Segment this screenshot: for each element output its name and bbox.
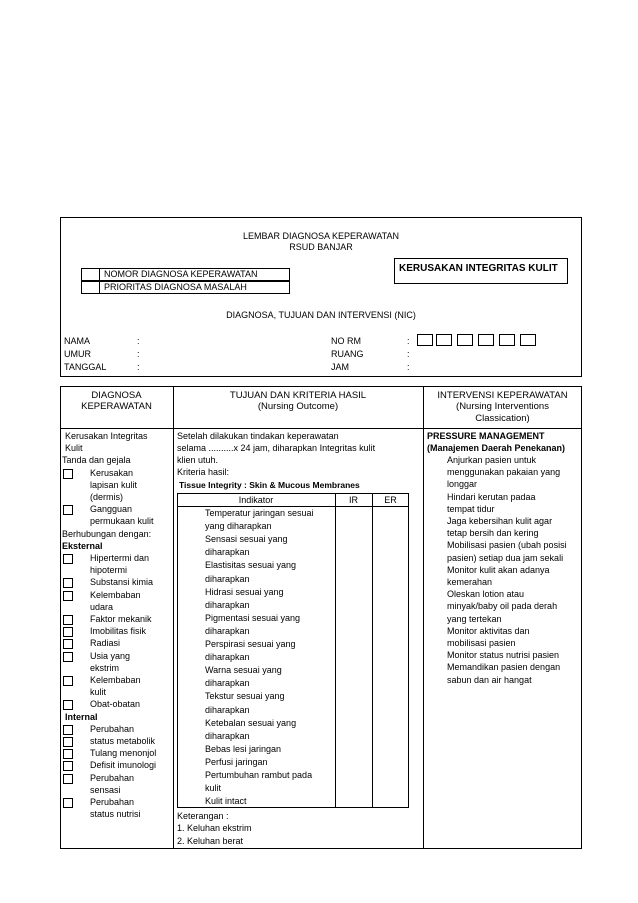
indicator-row: yang diharapkan	[205, 521, 272, 532]
ruang-colon: :	[407, 349, 410, 359]
eksternal-item: udara	[90, 601, 114, 612]
norm-digit-box[interactable]	[520, 334, 536, 346]
tanggal-colon: :	[137, 362, 140, 372]
norm-digit-box[interactable]	[457, 334, 473, 346]
internal-item: status nutrisi	[90, 809, 141, 820]
berhubungan-label: Berhubungan dengan:	[62, 528, 152, 539]
internal-item: Perubahan	[90, 797, 135, 807]
jam-colon: :	[407, 362, 410, 372]
intervensi-item: tetap bersih dan kering	[447, 528, 539, 539]
indicator-header-divider	[177, 506, 409, 507]
form-title: LEMBAR DIAGNOSA KEPERAWATAN RSUD BANJAR	[242, 231, 400, 252]
eksternal-item: kulit	[90, 687, 107, 698]
tujuan-line1: Setelah dilakukan tindakan keperawatan	[177, 431, 339, 441]
tanggal-label: TANGGAL	[64, 362, 107, 372]
eksternal-item: hipotermi	[90, 565, 128, 576]
intervensi-item: Monitor aktivitas dan	[447, 625, 530, 636]
header-diagnosa: DIAGNOSA KEPERAWATAN	[81, 390, 152, 413]
internal-item: Defisit imunologi	[90, 760, 157, 771]
indicator-row: diharapkan	[205, 652, 250, 663]
norm-label: NO RM	[331, 336, 361, 346]
intervensi-item: Oleskan lotion atau	[447, 589, 525, 600]
indicator-row: diharapkan	[205, 704, 250, 715]
checkbox[interactable]	[63, 639, 73, 649]
internal-item: Tulang menonjol	[90, 748, 157, 759]
indicator-row: Perfusi jaringan	[205, 756, 268, 767]
indicator-row: Perspirasi sesuai yang	[205, 639, 296, 649]
col-divider-2	[423, 386, 424, 849]
indicator-row: diharapkan	[205, 625, 250, 636]
nama-label: NAMA	[64, 336, 91, 346]
intervensi-item: menggunakan pakaian yang	[447, 467, 561, 478]
intervensi-item: mobilisasi pasien	[447, 638, 516, 648]
indicator-er-divider	[372, 493, 373, 808]
norm-digit-box[interactable]	[499, 334, 515, 346]
sign-item: permukaan kulit	[90, 516, 154, 527]
tissue-integrity-label: Tissue Integrity : Skin & Mucous Membranes	[179, 480, 360, 490]
intervensi-item: minyak/baby oil pada derah	[447, 601, 558, 612]
norm-colon: :	[407, 336, 410, 346]
internal-item: Perubahan	[90, 723, 135, 734]
nomor-label: NOMOR DIAGNOSA KEPERAWATAN	[104, 269, 258, 279]
checkbox[interactable]	[63, 627, 73, 637]
header-tujuan: TUJUAN DAN KRITERIA HASIL (Nursing Outcome)	[229, 390, 367, 413]
internal-item: Perubahan	[90, 772, 135, 783]
diagnosis-title-box	[394, 258, 568, 284]
checkbox[interactable]	[63, 591, 73, 601]
sign-item: Gangguan	[90, 504, 133, 515]
norm-digit-box[interactable]	[478, 334, 494, 346]
eksternal-item: Imobilitas fisik	[90, 626, 147, 637]
intervensi-item: longgar	[447, 479, 478, 490]
indicator-row: Bebas lesi jaringan	[205, 743, 282, 754]
internal-label: Internal	[65, 711, 98, 722]
kriteria-label: Kriteria hasil:	[177, 467, 230, 477]
internal-item: sensasi	[90, 784, 121, 795]
eksternal-label: Eksternal	[62, 540, 103, 551]
intervensi-item: Hindari kerutan padaa	[447, 491, 536, 502]
col-divider-1	[173, 386, 174, 849]
intervensi-item: kemerahan	[447, 577, 493, 587]
intervensi-item: Monitor status nutrisi pasien	[447, 650, 560, 661]
header-row-divider	[60, 428, 582, 429]
checkbox[interactable]	[63, 798, 73, 808]
indicator-ir-divider	[335, 493, 336, 808]
umur-label: UMUR	[64, 349, 91, 359]
section-subtitle: DIAGNOSA, TUJUAN DAN INTERVENSI (NIC)	[226, 310, 416, 320]
intervensi-subtitle: (Manajemen Daerah Penekanan)	[427, 443, 566, 453]
ruang-label: RUANG	[331, 349, 364, 359]
intervensi-item: tempat tidur	[447, 503, 495, 514]
indicator-row: diharapkan	[205, 547, 250, 558]
checkbox[interactable]	[63, 737, 73, 747]
ir-col-header: IR	[349, 495, 358, 505]
sign-item: lapisan kulit	[90, 479, 138, 490]
checkbox[interactable]	[63, 774, 73, 784]
keterangan-label: Keterangan :	[177, 811, 229, 821]
sign-item: (dermis)	[90, 492, 123, 502]
eksternal-item: Radiasi	[90, 638, 121, 649]
indicator-row: diharapkan	[205, 573, 250, 584]
eksternal-item: Obat-obatan	[90, 699, 141, 710]
intervensi-item: Mobilisasi pasien (ubah posisi	[447, 540, 567, 551]
nama-colon: :	[137, 336, 140, 346]
checkbox[interactable]	[63, 554, 73, 564]
intervensi-title: PRESSURE MANAGEMENT	[427, 431, 545, 441]
nomor-divider	[99, 268, 100, 294]
indicator-row: Temperatur jaringan sesuai	[205, 508, 314, 518]
eksternal-item: Usia yang	[90, 650, 131, 661]
tujuan-line2: selama ..........x 24 jam, diharapkan Integritas kulit	[177, 443, 376, 453]
intervensi-item: Monitor kulit akan adanya	[447, 564, 550, 575]
checkbox[interactable]	[63, 615, 73, 625]
internal-item: status metabolik	[90, 736, 156, 746]
diagnosa-title: Kerusakan Integritas	[65, 431, 148, 441]
checkbox[interactable]	[63, 469, 73, 479]
keterangan-item-2: 2. Keluhan berat	[177, 836, 244, 846]
indicator-row: Warna sesuai yang	[205, 665, 282, 676]
prioritas-label: PRIORITAS DIAGNOSA MASALAH	[104, 282, 247, 292]
er-col-header: ER	[384, 495, 397, 505]
indicator-row: diharapkan	[205, 599, 250, 610]
checkbox[interactable]	[63, 749, 73, 759]
intervensi-item: sabun dan air hangat	[447, 674, 532, 685]
keterangan-item-1: 1. Keluhan ekstrim	[177, 823, 252, 833]
checkbox[interactable]	[63, 676, 73, 686]
checkbox[interactable]	[63, 652, 73, 662]
indicator-row: diharapkan	[205, 730, 250, 741]
diagnosa-title: Kulit	[65, 443, 83, 454]
header-intervensi: INTERVENSI KEPERAWATAN (Nursing Interventions Classication)	[437, 390, 568, 424]
eksternal-item: Hipertermi dan	[90, 553, 150, 563]
intervensi-item: yang tertekan	[447, 613, 502, 624]
tujuan-line3: klien utuh.	[177, 455, 219, 465]
eksternal-item: ekstrim	[90, 662, 119, 673]
checkbox[interactable]	[63, 505, 73, 515]
norm-digit-box[interactable]	[417, 334, 433, 346]
indicator-row: Hidrasi sesuai yang	[205, 586, 284, 597]
checkbox[interactable]	[63, 578, 73, 588]
checkbox[interactable]	[63, 700, 73, 710]
jam-label: JAM	[331, 362, 349, 372]
indicator-row: Pertumbuhan rambut pada	[205, 770, 313, 780]
eksternal-item: Kelembaban	[90, 589, 141, 600]
indicator-row: Elastisitas sesuai yang	[205, 560, 297, 571]
indicator-col-header: Indikator	[238, 495, 274, 505]
eksternal-item: Kelembaban	[90, 675, 141, 685]
checkbox[interactable]	[63, 725, 73, 735]
indicator-row: diharapkan	[205, 678, 250, 689]
sign-item: Kerusakan	[90, 467, 134, 478]
intervensi-item: Jaga kebersihan kulit agar	[447, 516, 553, 526]
eksternal-item: Faktor mekanik	[90, 614, 152, 624]
indicator-row: Kulit intact	[205, 796, 247, 807]
norm-digit-box[interactable]	[436, 334, 452, 346]
tanda-label: Tanda dan gejala	[62, 455, 131, 466]
umur-colon: :	[137, 349, 140, 359]
indicator-row: Sensasi sesuai yang	[205, 534, 288, 545]
checkbox[interactable]	[63, 761, 73, 771]
indicator-row: Tekstur sesuai yang	[205, 691, 285, 702]
indicator-row: Ketebalan sesuai yang	[205, 717, 297, 728]
intervensi-item: pasien) setiap dua jam sekali	[447, 552, 564, 563]
diagnosis-title: KERUSAKAN INTEGRITAS KULIT	[399, 263, 558, 274]
indicator-row: Pigmentasi sesuai yang	[205, 612, 301, 623]
indicator-row: kulit	[205, 783, 222, 794]
eksternal-item: Substansi kimia	[90, 577, 154, 588]
intervensi-item: Anjurkan pasien untuk	[447, 455, 537, 465]
intervensi-item: Memandikan pasien dengan	[447, 662, 561, 673]
